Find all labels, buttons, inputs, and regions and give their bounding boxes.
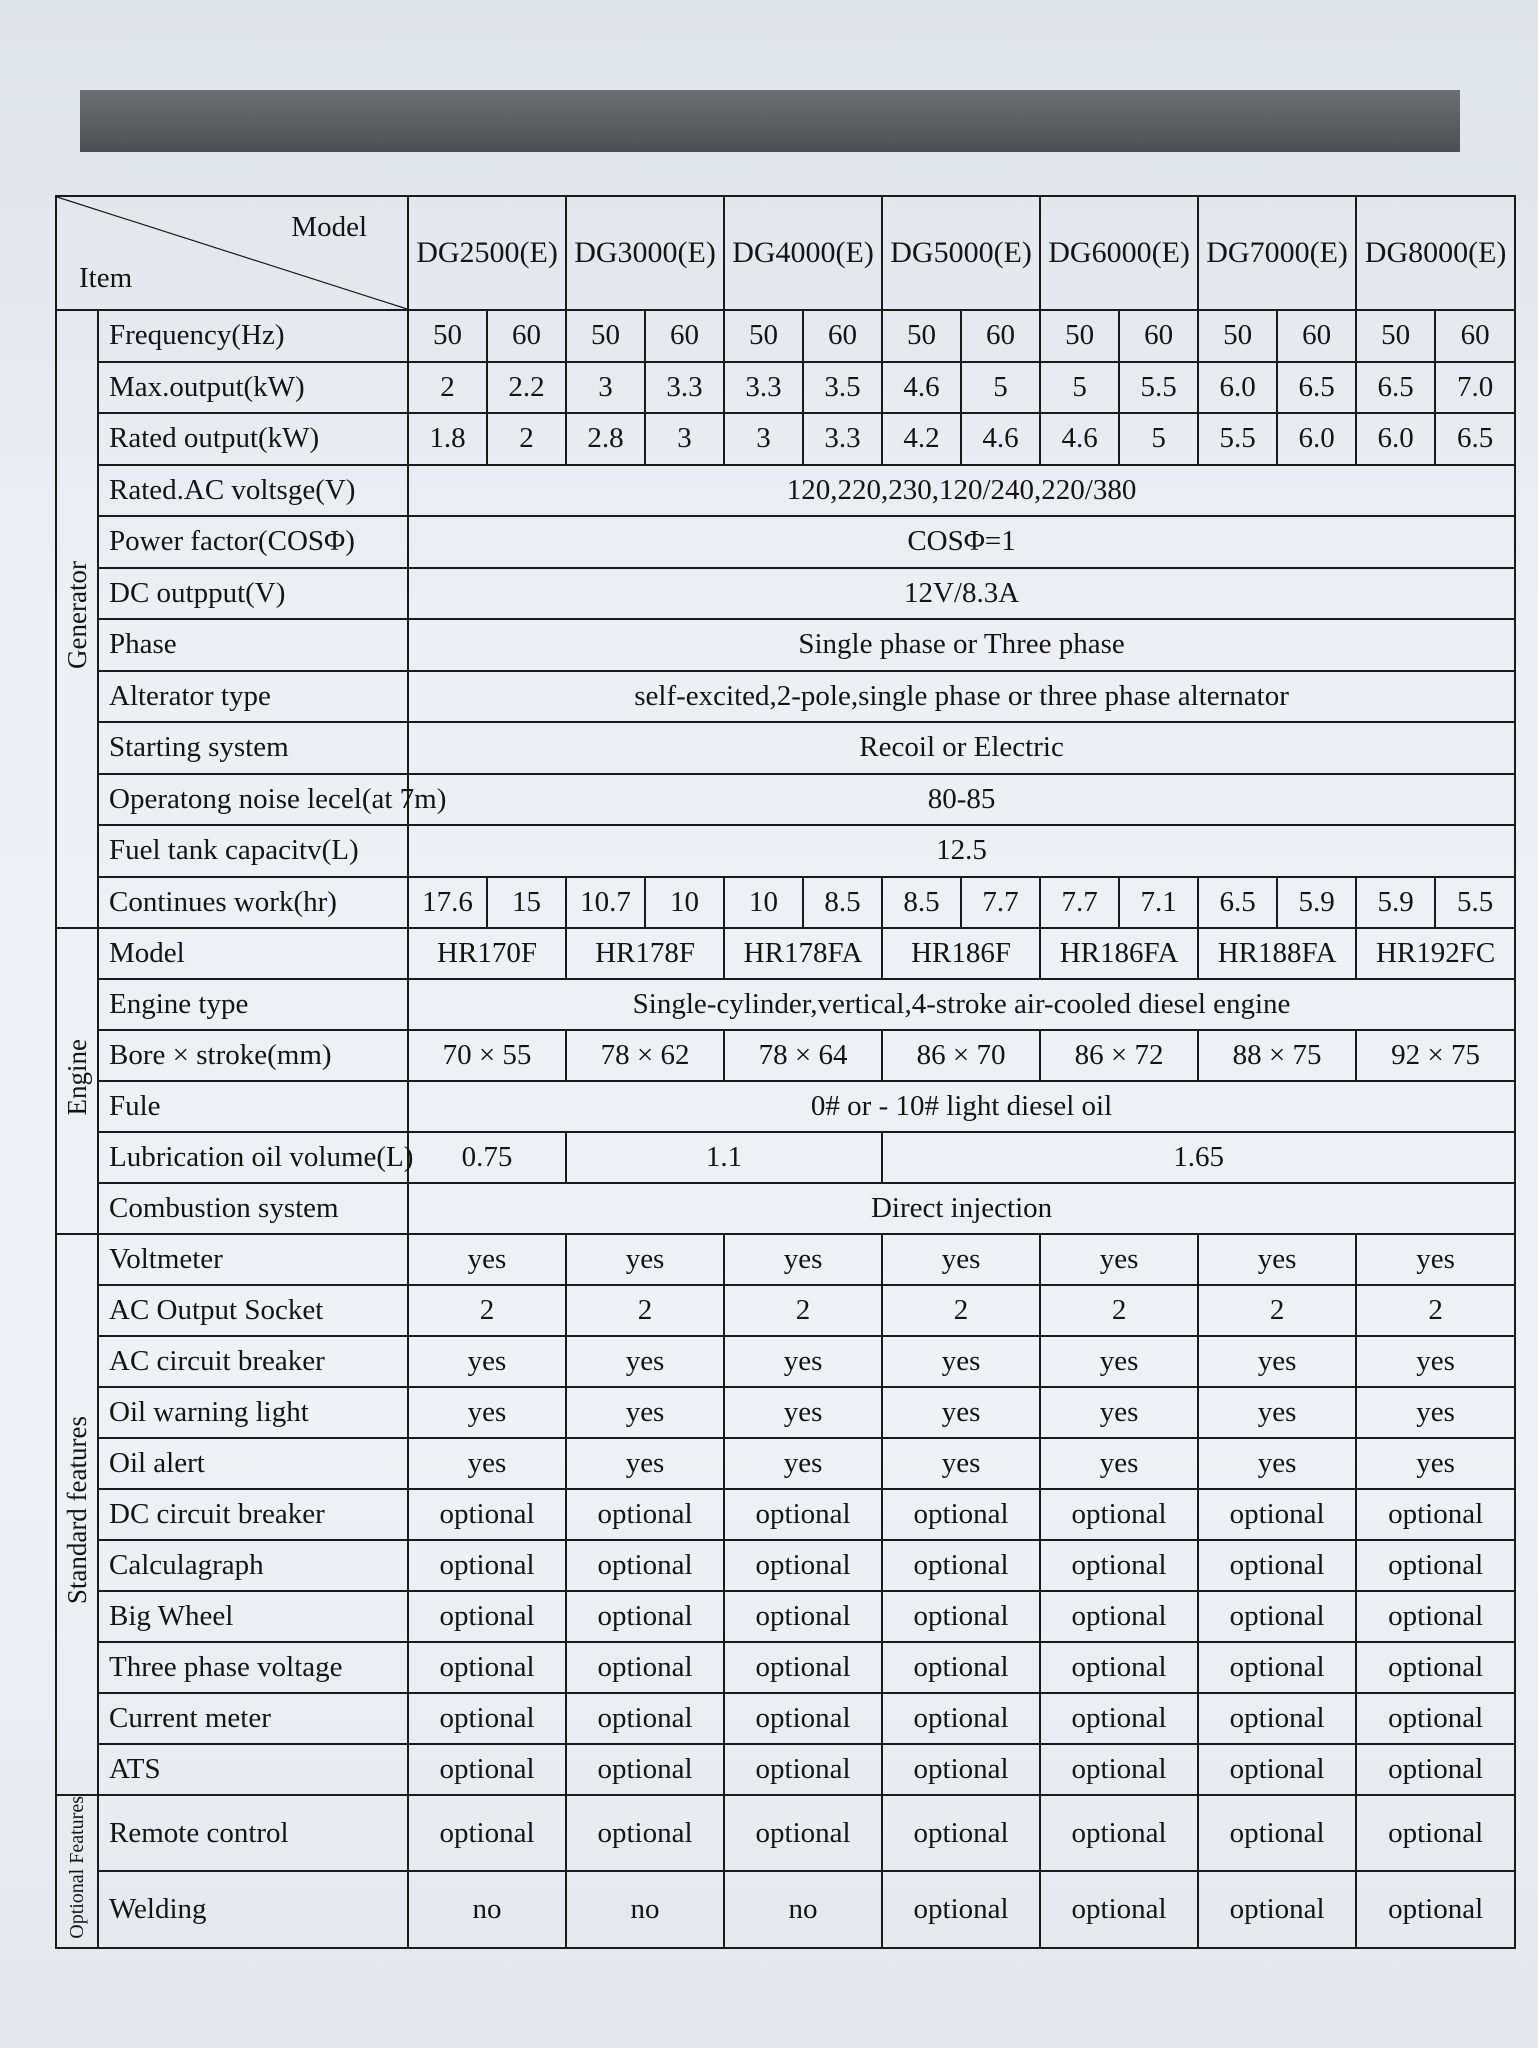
value-cell: optional: [1356, 1693, 1515, 1744]
value-cell: yes: [1356, 1234, 1515, 1285]
value-cell: 60: [961, 310, 1040, 362]
value-cell: yes: [882, 1336, 1040, 1387]
value-cell: optional: [1356, 1744, 1515, 1795]
value-cell: yes: [566, 1438, 724, 1489]
group-engine: [56, 928, 98, 1234]
value-cell: 92 × 75: [1356, 1030, 1515, 1081]
value-cell: 1.8: [408, 413, 487, 465]
row-standard: [56, 1540, 1515, 1591]
row-standard: [56, 1744, 1515, 1795]
value-cell: yes: [724, 1387, 882, 1438]
row-engine-combustion: [56, 1183, 1515, 1234]
value-cell: optional: [724, 1489, 882, 1540]
value-cell: 3.3: [803, 413, 882, 465]
row-label: Max.output(kW): [98, 362, 408, 414]
row-phase: [56, 619, 1515, 671]
row-standard: [56, 1489, 1515, 1540]
value-cell: HR178F: [566, 928, 724, 979]
value-cell: 50: [882, 310, 961, 362]
value-cell: 10: [645, 877, 724, 929]
value-cell: 50: [1040, 310, 1119, 362]
value-cell: yes: [1040, 1438, 1198, 1489]
value-cell: optional: [1356, 1871, 1515, 1947]
value-cell: 78 × 62: [566, 1030, 724, 1081]
model-header: DG7000(E): [1198, 196, 1356, 310]
row-label: Continues work(hr): [98, 877, 408, 929]
value-cell: 7.7: [1040, 877, 1119, 929]
row-label: Lubrication oil volume(L): [98, 1132, 408, 1183]
value-cell: yes: [882, 1438, 1040, 1489]
value-cell: optional: [408, 1591, 566, 1642]
value-cell: optional: [724, 1744, 882, 1795]
value-cell-span: Single phase or Three phase: [408, 619, 1515, 671]
value-cell: no: [724, 1871, 882, 1947]
value-cell: optional: [1198, 1693, 1356, 1744]
value-cell: optional: [1040, 1795, 1198, 1871]
value-cell: 2.8: [566, 413, 645, 465]
value-cell: 2: [1356, 1285, 1515, 1336]
value-cell: 5.5: [1198, 413, 1277, 465]
row-label: ATS: [98, 1744, 408, 1795]
value-cell: optional: [566, 1591, 724, 1642]
row-label: Current meter: [98, 1693, 408, 1744]
value-cell-span: 12.5: [408, 825, 1515, 877]
value-cell-span: Recoil or Electric: [408, 722, 1515, 774]
value-cell: HR186FA: [1040, 928, 1198, 979]
value-cell: 60: [803, 310, 882, 362]
value-cell: yes: [882, 1234, 1040, 1285]
value-cell: yes: [1198, 1234, 1356, 1285]
row-label: DC outpput(V): [98, 568, 408, 620]
value-cell: optional: [408, 1795, 566, 1871]
model-header: DG6000(E): [1040, 196, 1198, 310]
row-label: Remote control: [98, 1795, 408, 1871]
value-cell: 60: [1435, 310, 1515, 362]
value-cell: 50: [724, 310, 803, 362]
row-engine-lube: [56, 1132, 1515, 1183]
value-cell: optional: [566, 1540, 724, 1591]
value-cell: 7.0: [1435, 362, 1515, 414]
row-label: Oil alert: [98, 1438, 408, 1489]
row-optional: [56, 1871, 1515, 1947]
row-dc_output: [56, 568, 1515, 620]
value-cell: 3: [566, 362, 645, 414]
value-cell: 60: [487, 310, 566, 362]
value-cell: 88 × 75: [1198, 1030, 1356, 1081]
value-cell: optional: [1356, 1642, 1515, 1693]
row-standard: [56, 1336, 1515, 1387]
row-continues: [56, 877, 1515, 929]
value-cell: optional: [882, 1795, 1040, 1871]
value-cell: optional: [882, 1744, 1040, 1795]
row-label: Operatong noise lecel(at 7m): [98, 774, 408, 826]
value-cell: 60: [1277, 310, 1356, 362]
value-cell: 2: [566, 1285, 724, 1336]
value-cell: yes: [566, 1336, 724, 1387]
value-cell: optional: [566, 1642, 724, 1693]
row-label: Alterator type: [98, 671, 408, 723]
value-cell: yes: [1356, 1336, 1515, 1387]
row-engine-type: [56, 979, 1515, 1030]
value-cell: 5: [1119, 413, 1198, 465]
value-cell: 60: [645, 310, 724, 362]
value-cell: yes: [724, 1336, 882, 1387]
row-standard: [56, 1693, 1515, 1744]
value-cell: 0.75: [408, 1132, 566, 1183]
row-standard: [56, 1285, 1515, 1336]
value-cell: 70 × 55: [408, 1030, 566, 1081]
group-generator: [56, 310, 98, 928]
row-engine-bore: [56, 1030, 1515, 1081]
corner-cell: [56, 196, 408, 310]
row-label: Welding: [98, 1871, 408, 1947]
value-cell: optional: [882, 1693, 1040, 1744]
value-cell: 86 × 70: [882, 1030, 1040, 1081]
value-cell: 2: [487, 413, 566, 465]
value-cell: yes: [1198, 1387, 1356, 1438]
row-label: Engine type: [98, 979, 408, 1030]
value-cell: optional: [1198, 1540, 1356, 1591]
value-cell: optional: [882, 1871, 1040, 1947]
value-cell: optional: [1040, 1540, 1198, 1591]
value-cell: optional: [882, 1591, 1040, 1642]
value-cell: optional: [1198, 1591, 1356, 1642]
row-noise: [56, 774, 1515, 826]
value-cell: optional: [882, 1489, 1040, 1540]
row-label: Rated.AC voltsge(V): [98, 465, 408, 517]
value-cell: optional: [1040, 1591, 1198, 1642]
row-label: Oil warning light: [98, 1387, 408, 1438]
value-cell: 3: [645, 413, 724, 465]
value-cell: optional: [724, 1795, 882, 1871]
value-cell: yes: [1356, 1438, 1515, 1489]
value-cell: 2: [408, 362, 487, 414]
value-cell: 6.0: [1277, 413, 1356, 465]
value-cell: 8.5: [803, 877, 882, 929]
value-cell: yes: [1040, 1234, 1198, 1285]
value-cell: optional: [724, 1540, 882, 1591]
row-optional: [56, 1795, 1515, 1871]
value-cell: 2: [408, 1285, 566, 1336]
corner-model-label: Model: [291, 211, 367, 243]
value-cell: 3.5: [803, 362, 882, 414]
value-cell: optional: [1356, 1591, 1515, 1642]
value-cell: optional: [566, 1489, 724, 1540]
row-label: Voltmeter: [98, 1234, 408, 1285]
row-label: Fule: [98, 1081, 408, 1132]
value-cell: no: [566, 1871, 724, 1947]
value-cell: 3.3: [724, 362, 803, 414]
spec-table-container: [55, 195, 1515, 1939]
row-label: DC circuit breaker: [98, 1489, 408, 1540]
value-cell: 5.9: [1277, 877, 1356, 929]
group-optional: [56, 1795, 98, 1948]
spec-table: [55, 195, 1516, 1949]
value-cell: optional: [1040, 1693, 1198, 1744]
value-cell: 5.9: [1356, 877, 1435, 929]
header-bar: [80, 90, 1460, 152]
row-max_output: [56, 362, 1515, 414]
row-alterator: [56, 671, 1515, 723]
value-cell: 1.1: [566, 1132, 882, 1183]
row-starting: [56, 722, 1515, 774]
row-label: Calculagraph: [98, 1540, 408, 1591]
row-label: Frequency(Hz): [98, 310, 408, 362]
value-cell: optional: [1356, 1795, 1515, 1871]
value-cell: optional: [1040, 1489, 1198, 1540]
value-cell: yes: [566, 1387, 724, 1438]
value-cell: yes: [408, 1387, 566, 1438]
row-label: AC Output Socket: [98, 1285, 408, 1336]
value-cell: HR192FC: [1356, 928, 1515, 979]
value-cell: 50: [1356, 310, 1435, 362]
value-cell: 4.6: [1040, 413, 1119, 465]
value-cell-span: COSΦ=1: [408, 516, 1515, 568]
value-cell: optional: [724, 1591, 882, 1642]
value-cell: 60: [1119, 310, 1198, 362]
value-cell: optional: [1356, 1540, 1515, 1591]
value-cell-span: self-excited,2-pole,single phase or three phase alternator: [408, 671, 1515, 723]
model-header: DG3000(E): [566, 196, 724, 310]
row-frequency: [56, 310, 1515, 362]
value-cell: 6.0: [1198, 362, 1277, 414]
value-cell: 2.2: [487, 362, 566, 414]
value-cell: 7.1: [1119, 877, 1198, 929]
value-cell: 10: [724, 877, 803, 929]
value-cell: HR188FA: [1198, 928, 1356, 979]
row-label: Model: [98, 928, 408, 979]
model-header: DG8000(E): [1356, 196, 1515, 310]
value-cell: optional: [1040, 1642, 1198, 1693]
value-cell: yes: [1040, 1336, 1198, 1387]
value-cell: 86 × 72: [1040, 1030, 1198, 1081]
value-cell: 2: [1040, 1285, 1198, 1336]
value-cell: optional: [724, 1693, 882, 1744]
model-header: DG2500(E): [408, 196, 566, 310]
value-cell: optional: [1198, 1744, 1356, 1795]
value-cell-span: Single-cylinder,vertical,4-stroke air-cooled diesel engine: [408, 979, 1515, 1030]
value-cell: yes: [408, 1438, 566, 1489]
value-cell: 6.5: [1356, 362, 1435, 414]
value-cell: HR186F: [882, 928, 1040, 979]
value-cell: optional: [566, 1693, 724, 1744]
value-cell: 5.5: [1119, 362, 1198, 414]
row-engine-fuel: [56, 1081, 1515, 1132]
value-cell: optional: [566, 1795, 724, 1871]
row-label: Three phase voltage: [98, 1642, 408, 1693]
value-cell: optional: [724, 1642, 882, 1693]
value-cell: yes: [408, 1234, 566, 1285]
row-standard: [56, 1234, 1515, 1285]
group-standard-label: Standard features: [61, 1416, 92, 1605]
value-cell: yes: [1198, 1438, 1356, 1489]
value-cell: 4.6: [882, 362, 961, 414]
header-row: [56, 196, 1515, 310]
row-label: Combustion system: [98, 1183, 408, 1234]
model-header: DG5000(E): [882, 196, 1040, 310]
value-cell: 15: [487, 877, 566, 929]
value-cell: 5: [961, 362, 1040, 414]
row-standard: [56, 1591, 1515, 1642]
row-rated_output: [56, 413, 1515, 465]
value-cell-span: Direct injection: [408, 1183, 1515, 1234]
group-optional-label: Optional Features: [65, 1796, 88, 1939]
value-cell: yes: [566, 1234, 724, 1285]
value-cell: optional: [408, 1642, 566, 1693]
row-label: AC circuit breaker: [98, 1336, 408, 1387]
value-cell: optional: [1198, 1871, 1356, 1947]
value-cell: 1.65: [882, 1132, 1515, 1183]
value-cell: 2: [724, 1285, 882, 1336]
value-cell: 6.5: [1198, 877, 1277, 929]
value-cell: optional: [1356, 1489, 1515, 1540]
row-fuel_tank: [56, 825, 1515, 877]
value-cell: yes: [724, 1438, 882, 1489]
value-cell: yes: [724, 1234, 882, 1285]
value-cell: no: [408, 1871, 566, 1947]
value-cell: optional: [408, 1540, 566, 1591]
row-standard: [56, 1438, 1515, 1489]
value-cell-span: 120,220,230,120/240,220/380: [408, 465, 1515, 517]
value-cell: yes: [1040, 1387, 1198, 1438]
row-label: Fuel tank capacitv(L): [98, 825, 408, 877]
value-cell: optional: [1198, 1489, 1356, 1540]
value-cell: 6.5: [1277, 362, 1356, 414]
value-cell: 4.6: [961, 413, 1040, 465]
value-cell: 5: [1040, 362, 1119, 414]
row-standard: [56, 1387, 1515, 1438]
row-label: Starting system: [98, 722, 408, 774]
row-label: Rated output(kW): [98, 413, 408, 465]
value-cell: 3: [724, 413, 803, 465]
value-cell: 50: [1198, 310, 1277, 362]
value-cell: yes: [1356, 1387, 1515, 1438]
value-cell: 5.5: [1435, 877, 1515, 929]
value-cell: HR170F: [408, 928, 566, 979]
value-cell: 4.2: [882, 413, 961, 465]
value-cell: 6.0: [1356, 413, 1435, 465]
value-cell: 50: [408, 310, 487, 362]
value-cell: optional: [1198, 1642, 1356, 1693]
value-cell: 50: [566, 310, 645, 362]
row-power_factor: [56, 516, 1515, 568]
row-label: Phase: [98, 619, 408, 671]
row-engine-model: [56, 928, 1515, 979]
value-cell: 8.5: [882, 877, 961, 929]
value-cell-span: 80-85: [408, 774, 1515, 826]
value-cell: 2: [1198, 1285, 1356, 1336]
value-cell: optional: [408, 1489, 566, 1540]
value-cell: 3.3: [645, 362, 724, 414]
row-label: Big Wheel: [98, 1591, 408, 1642]
corner-item-label: Item: [79, 262, 133, 294]
value-cell: HR178FA: [724, 928, 882, 979]
value-cell: optional: [882, 1642, 1040, 1693]
group-engine-label: Engine: [61, 1038, 92, 1116]
model-header: DG4000(E): [724, 196, 882, 310]
value-cell: optional: [882, 1540, 1040, 1591]
group-standard: [56, 1234, 98, 1795]
value-cell: optional: [1040, 1871, 1198, 1947]
row-standard: [56, 1642, 1515, 1693]
value-cell: optional: [566, 1744, 724, 1795]
value-cell: yes: [882, 1387, 1040, 1438]
row-label: Power factor(COSΦ): [98, 516, 408, 568]
group-generator-label: Generator: [61, 561, 92, 669]
value-cell: optional: [1040, 1744, 1198, 1795]
value-cell: yes: [1198, 1336, 1356, 1387]
value-cell-span: 0# or - 10# light diesel oil: [408, 1081, 1515, 1132]
row-ac_voltage: [56, 465, 1515, 517]
value-cell: 78 × 64: [724, 1030, 882, 1081]
value-cell: optional: [408, 1744, 566, 1795]
value-cell: 2: [882, 1285, 1040, 1336]
value-cell: 7.7: [961, 877, 1040, 929]
value-cell: 6.5: [1435, 413, 1515, 465]
value-cell: 10.7: [566, 877, 645, 929]
value-cell-span: 12V/8.3A: [408, 568, 1515, 620]
value-cell: 17.6: [408, 877, 487, 929]
value-cell: yes: [408, 1336, 566, 1387]
row-label: Bore × stroke(mm): [98, 1030, 408, 1081]
value-cell: optional: [1198, 1795, 1356, 1871]
value-cell: optional: [408, 1693, 566, 1744]
